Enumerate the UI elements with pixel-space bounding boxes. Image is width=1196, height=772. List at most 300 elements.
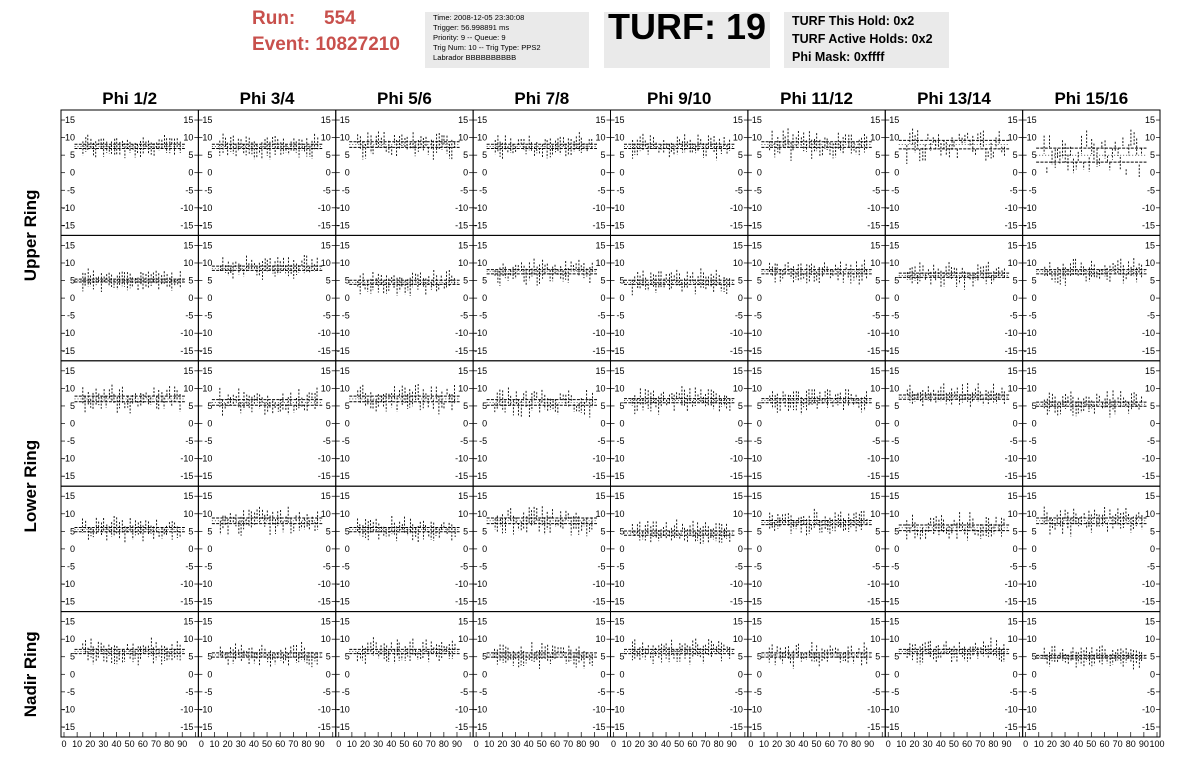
info-labrador: Labrador BBBBBBBBBB <box>433 53 517 62</box>
y-tick-label-right: 0 <box>875 293 881 304</box>
y-tick-label-right: -10 <box>455 579 469 590</box>
y-tick-label: -10 <box>199 202 213 213</box>
y-tick-label: -15 <box>1023 471 1037 482</box>
y-tick-label: 10 <box>614 634 625 645</box>
y-tick-label-right: -10 <box>592 453 606 464</box>
y-tick-label-right: 5 <box>188 150 194 161</box>
y-tick-label: -15 <box>199 345 213 356</box>
x-tick-label: 10 <box>209 739 220 749</box>
y-tick-label: 10 <box>1026 132 1037 143</box>
y-tick-label-right: -15 <box>867 596 881 607</box>
y-tick-label-right: -15 <box>592 596 606 607</box>
y-tick-label: 0 <box>756 293 762 304</box>
y-tick-label-right: 10 <box>732 383 743 394</box>
y-tick-label: 10 <box>751 257 762 268</box>
y-tick-label-right: 5 <box>737 275 743 286</box>
y-tick-label: 5 <box>344 651 350 662</box>
y-tick-label-right: 10 <box>732 257 743 268</box>
y-tick-label-right: 0 <box>737 293 743 304</box>
x-tick-label: 90 <box>726 739 737 749</box>
y-tick-label: -15 <box>611 721 625 732</box>
y-tick-label: 10 <box>751 508 762 519</box>
y-tick-label: 5 <box>344 400 350 411</box>
y-tick-label: -15 <box>611 345 625 356</box>
y-tick-label-right: -10 <box>867 579 881 590</box>
y-tick-label: -15 <box>61 596 75 607</box>
x-tick-label: 60 <box>412 739 423 749</box>
y-tick-label-right: 10 <box>1144 132 1155 143</box>
panel-frame <box>336 110 473 235</box>
y-tick-label: 0 <box>207 543 213 554</box>
y-tick-label: -5 <box>1028 436 1037 447</box>
y-tick-label-right: 0 <box>325 669 331 680</box>
x-tick-label: 20 <box>1046 739 1057 749</box>
y-tick-label: 15 <box>477 240 488 251</box>
y-tick-label-right: 5 <box>737 400 743 411</box>
y-tick-label: -15 <box>886 220 900 231</box>
y-tick-label: 0 <box>619 418 625 429</box>
panel-frame <box>198 110 335 235</box>
y-tick-label: -10 <box>611 202 625 213</box>
y-tick-label-right: 5 <box>188 526 194 537</box>
y-tick-label: -15 <box>61 721 75 732</box>
y-tick-label: -15 <box>336 220 350 231</box>
y-tick-label-right: 0 <box>188 418 194 429</box>
y-tick-label: -5 <box>204 436 213 447</box>
y-tick-label: 15 <box>64 491 75 502</box>
x-tick-label: 0 <box>61 739 67 749</box>
y-tick-label-right: -5 <box>1009 185 1018 196</box>
x-tick-label: 80 <box>850 739 861 749</box>
y-tick-label-right: -15 <box>1004 345 1018 356</box>
y-tick-label: -5 <box>753 436 762 447</box>
y-tick-label: -5 <box>66 686 75 697</box>
y-tick-label-right: 10 <box>595 634 606 645</box>
run-label: Run: <box>252 8 296 29</box>
y-tick-label: -5 <box>479 436 488 447</box>
y-tick-label-right: 10 <box>1007 634 1018 645</box>
y-tick-label-right: 5 <box>1149 651 1155 662</box>
y-tick-label: -10 <box>1023 704 1037 715</box>
y-tick-label: -5 <box>616 310 625 321</box>
panel-frame <box>611 486 748 611</box>
y-tick-label-right: 15 <box>595 491 606 502</box>
y-tick-label-right: 15 <box>732 115 743 126</box>
x-tick-label: 100 <box>1149 739 1165 749</box>
y-tick-label-right: -15 <box>1004 596 1018 607</box>
x-tick-label: 80 <box>164 739 175 749</box>
y-tick-label: -10 <box>1023 202 1037 213</box>
y-tick-label: -10 <box>61 328 75 339</box>
y-tick-label: 10 <box>889 383 900 394</box>
x-tick-label: 0 <box>1023 739 1029 749</box>
y-tick-label-right: 0 <box>325 293 331 304</box>
y-tick-label-right: 0 <box>600 293 606 304</box>
y-tick-label: 0 <box>482 293 488 304</box>
y-tick-label: -10 <box>61 704 75 715</box>
y-tick-label: 0 <box>619 669 625 680</box>
y-tick-label-right: -10 <box>180 579 194 590</box>
y-tick-label-right: 5 <box>1149 150 1155 161</box>
y-tick-label: 5 <box>207 275 213 286</box>
y-tick-label-right: 0 <box>463 167 469 178</box>
y-tick-label-right: 0 <box>1012 543 1018 554</box>
y-tick-label-right: -5 <box>734 185 743 196</box>
y-tick-label-right: -10 <box>455 328 469 339</box>
y-tick-label-right: 15 <box>183 491 194 502</box>
y-tick-label-right: -10 <box>317 453 331 464</box>
y-tick-label-right: 0 <box>600 167 606 178</box>
y-tick-label-right: 5 <box>325 651 331 662</box>
y-tick-label: 10 <box>1026 634 1037 645</box>
y-tick-label: 5 <box>207 150 213 161</box>
y-tick-label-right: 5 <box>463 400 469 411</box>
y-tick-label-right: -5 <box>1146 436 1155 447</box>
y-tick-label-right: 0 <box>875 167 881 178</box>
y-tick-label-right: 5 <box>875 400 881 411</box>
y-tick-label-right: -15 <box>455 220 469 231</box>
turf-title: TURF: 19 <box>607 6 766 47</box>
y-tick-label: 15 <box>339 365 350 376</box>
y-tick-label: 10 <box>614 383 625 394</box>
y-tick-label: 10 <box>1026 383 1037 394</box>
y-tick-label-right: -10 <box>1004 453 1018 464</box>
y-tick-label: -15 <box>474 596 488 607</box>
y-tick-label: -10 <box>886 704 900 715</box>
y-tick-label-right: -10 <box>317 328 331 339</box>
y-tick-label-right: -5 <box>460 561 469 572</box>
y-tick-label-right: -10 <box>455 453 469 464</box>
y-tick-label-right: 5 <box>737 651 743 662</box>
y-tick-label: -5 <box>204 310 213 321</box>
y-tick-label: 5 <box>207 400 213 411</box>
y-tick-label: -15 <box>336 345 350 356</box>
x-tick-label: 60 <box>962 739 973 749</box>
event-value: 10827210 <box>315 34 400 55</box>
y-tick-label: 0 <box>69 669 75 680</box>
x-tick-label: 10 <box>1033 739 1044 749</box>
nadir-ring-label: Nadir Ring <box>21 631 40 718</box>
y-tick-label: 0 <box>344 418 350 429</box>
y-tick-label: -5 <box>616 436 625 447</box>
y-tick-label: 15 <box>751 240 762 251</box>
x-tick-label: 0 <box>198 739 204 749</box>
y-tick-label: -5 <box>1028 561 1037 572</box>
x-tick-label: 90 <box>589 739 600 749</box>
x-tick-label: 40 <box>386 739 397 749</box>
y-tick-label-right: 15 <box>1007 240 1018 251</box>
y-tick-label: 5 <box>344 275 350 286</box>
y-tick-label: 5 <box>894 526 900 537</box>
y-tick-label-right: 10 <box>1007 132 1018 143</box>
x-tick-label: 50 <box>262 739 273 749</box>
y-tick-label-right: 0 <box>737 669 743 680</box>
y-tick-label: -15 <box>474 345 488 356</box>
y-tick-label-right: -15 <box>317 721 331 732</box>
y-tick-label-right: -10 <box>867 202 881 213</box>
y-tick-label: 5 <box>756 150 762 161</box>
y-tick-label-right: -15 <box>867 471 881 482</box>
y-tick-label-right: 10 <box>595 508 606 519</box>
y-tick-label-right: -5 <box>1146 185 1155 196</box>
y-tick-label-right: -15 <box>317 345 331 356</box>
x-tick-label: 10 <box>896 739 907 749</box>
y-tick-label-right: 0 <box>875 669 881 680</box>
y-tick-label-right: 15 <box>1007 616 1018 627</box>
y-tick-label-right: 15 <box>1144 616 1155 627</box>
y-tick-label: 15 <box>64 365 75 376</box>
y-tick-label-right: 5 <box>325 400 331 411</box>
y-tick-label-right: -10 <box>867 328 881 339</box>
y-tick-label: -15 <box>886 721 900 732</box>
x-tick-label: 20 <box>360 739 371 749</box>
y-tick-label-right: -5 <box>597 310 606 321</box>
y-tick-label: 0 <box>69 293 75 304</box>
y-tick-label: 15 <box>614 115 625 126</box>
y-tick-label: 0 <box>1031 543 1037 554</box>
y-tick-label: -15 <box>61 345 75 356</box>
y-tick-label: -5 <box>891 185 900 196</box>
y-tick-label-right: 15 <box>595 240 606 251</box>
x-tick-label: 30 <box>98 739 109 749</box>
y-tick-label-right: 0 <box>463 669 469 680</box>
y-tick-label: 5 <box>619 275 625 286</box>
y-tick-label: 0 <box>619 167 625 178</box>
y-tick-label: -5 <box>1028 310 1037 321</box>
y-tick-label: 5 <box>619 526 625 537</box>
y-tick-label: 0 <box>756 543 762 554</box>
y-tick-label-right: 5 <box>1012 275 1018 286</box>
y-tick-label: -10 <box>336 328 350 339</box>
y-tick-label: 10 <box>64 634 75 645</box>
y-tick-label: -5 <box>753 686 762 697</box>
y-tick-label-right: 0 <box>1149 167 1155 178</box>
x-tick-label: 60 <box>1099 739 1110 749</box>
y-tick-label-right: 15 <box>320 240 331 251</box>
y-tick-label: -15 <box>748 345 762 356</box>
y-tick-label-right: 15 <box>183 365 194 376</box>
y-tick-label: -5 <box>66 561 75 572</box>
y-tick-label-right: -15 <box>180 345 194 356</box>
x-tick-label: 20 <box>497 739 508 749</box>
x-tick-label: 60 <box>549 739 560 749</box>
x-tick-label: 0 <box>748 739 754 749</box>
y-tick-label: 10 <box>614 132 625 143</box>
y-tick-label: 15 <box>64 616 75 627</box>
y-tick-label-right: 0 <box>737 167 743 178</box>
y-tick-label-right: 15 <box>870 365 881 376</box>
y-tick-label-right: -10 <box>317 579 331 590</box>
y-tick-label: 15 <box>64 240 75 251</box>
y-tick-label-right: -5 <box>597 185 606 196</box>
y-tick-label: 15 <box>614 240 625 251</box>
upper-ring-label: Upper Ring <box>21 189 40 282</box>
y-tick-label: 15 <box>477 616 488 627</box>
panel-frame <box>1023 235 1160 360</box>
y-tick-label: -5 <box>479 561 488 572</box>
turf-active-holds: TURF Active Holds: 0x2 <box>792 32 933 46</box>
y-tick-label: -5 <box>891 686 900 697</box>
y-tick-label: -5 <box>753 310 762 321</box>
y-tick-label: 5 <box>756 526 762 537</box>
panel-frame <box>748 110 885 235</box>
y-tick-label: 0 <box>894 293 900 304</box>
x-tick-label: 40 <box>1073 739 1084 749</box>
panel-frame <box>885 486 1022 611</box>
y-tick-label-right: -10 <box>592 202 606 213</box>
panel-frame <box>1023 361 1160 486</box>
y-tick-label-right: 15 <box>1007 115 1018 126</box>
x-tick-label: 40 <box>661 739 672 749</box>
x-tick-label: 10 <box>346 739 357 749</box>
y-tick-label: -10 <box>886 579 900 590</box>
y-tick-label-right: -5 <box>872 436 881 447</box>
y-tick-label-right: -15 <box>729 220 743 231</box>
panel-frame <box>885 361 1022 486</box>
y-tick-label: 10 <box>751 132 762 143</box>
y-tick-label-right: 15 <box>183 115 194 126</box>
y-tick-label-right: -5 <box>734 561 743 572</box>
y-tick-label-right: 0 <box>463 293 469 304</box>
y-tick-label-right: 15 <box>870 616 881 627</box>
y-tick-label-right: -5 <box>872 185 881 196</box>
info-trignum: Trig Num: 10 -- Trig Type: PPS2 <box>433 43 541 52</box>
y-tick-label-right: -5 <box>1146 310 1155 321</box>
y-tick-label: -10 <box>748 704 762 715</box>
y-tick-label: -15 <box>886 596 900 607</box>
y-tick-label-right: -10 <box>592 704 606 715</box>
panel-frame <box>885 612 1022 737</box>
y-tick-label: 10 <box>202 508 213 519</box>
y-tick-label: 15 <box>1026 616 1037 627</box>
panel-frame <box>611 361 748 486</box>
x-tick-label: 50 <box>399 739 410 749</box>
y-tick-label-right: -5 <box>322 561 331 572</box>
x-tick-label: 90 <box>1001 739 1012 749</box>
x-tick-label: 80 <box>1125 739 1136 749</box>
y-tick-label: 5 <box>1031 275 1037 286</box>
y-tick-label-right: 5 <box>1012 651 1018 662</box>
x-tick-label: 20 <box>85 739 96 749</box>
turf-this-hold: TURF This Hold: 0x2 <box>792 14 915 28</box>
x-tick-label: 40 <box>111 739 122 749</box>
y-tick-label-right: -15 <box>729 471 743 482</box>
panel-frame <box>611 110 748 235</box>
y-tick-label: 5 <box>207 651 213 662</box>
y-tick-label: -15 <box>748 220 762 231</box>
y-tick-label: 15 <box>477 491 488 502</box>
y-tick-label: 10 <box>339 508 350 519</box>
x-tick-label: 90 <box>451 739 462 749</box>
y-tick-label: -10 <box>199 453 213 464</box>
y-tick-label: 5 <box>482 275 488 286</box>
y-tick-label-right: -5 <box>872 561 881 572</box>
y-tick-label: 5 <box>344 150 350 161</box>
y-tick-label: 10 <box>64 257 75 268</box>
y-tick-label: -10 <box>611 579 625 590</box>
y-tick-label-right: -10 <box>729 579 743 590</box>
y-tick-label-right: 5 <box>463 275 469 286</box>
y-tick-label: 15 <box>614 365 625 376</box>
y-tick-label-right: -5 <box>460 686 469 697</box>
y-tick-label: -10 <box>199 328 213 339</box>
y-tick-label-right: 15 <box>1144 491 1155 502</box>
x-tick-label: 10 <box>621 739 632 749</box>
y-tick-label-right: 5 <box>737 150 743 161</box>
y-tick-label: 15 <box>339 616 350 627</box>
y-tick-label-right: 15 <box>595 365 606 376</box>
y-tick-label: -5 <box>66 436 75 447</box>
y-tick-label-right: 10 <box>183 383 194 394</box>
y-tick-label: 15 <box>1026 240 1037 251</box>
y-tick-label-right: -10 <box>1004 202 1018 213</box>
y-tick-label-right: 5 <box>600 651 606 662</box>
y-tick-label: 15 <box>751 616 762 627</box>
y-tick-label: 5 <box>756 275 762 286</box>
x-tick-label: 50 <box>124 739 135 749</box>
y-tick-label-right: 15 <box>595 115 606 126</box>
y-tick-label-right: -10 <box>317 202 331 213</box>
y-tick-label: 15 <box>339 240 350 251</box>
x-tick-label: 70 <box>975 739 986 749</box>
y-tick-label: -5 <box>479 686 488 697</box>
x-tick-label: 10 <box>759 739 770 749</box>
y-tick-label-right: 10 <box>595 132 606 143</box>
x-tick-label: 70 <box>700 739 711 749</box>
y-tick-label: -10 <box>748 453 762 464</box>
y-tick-label-right: 0 <box>1149 543 1155 554</box>
y-tick-label-right: 0 <box>875 543 881 554</box>
y-tick-label: 0 <box>482 669 488 680</box>
y-tick-label-right: 10 <box>732 132 743 143</box>
y-tick-label-right: 0 <box>1012 167 1018 178</box>
x-tick-label: 70 <box>837 739 848 749</box>
x-tick-label: 30 <box>922 739 933 749</box>
y-tick-label-right: 5 <box>600 275 606 286</box>
column-title-6: Phi 11/12 <box>780 89 853 108</box>
y-tick-label: 0 <box>619 543 625 554</box>
y-tick-label-right: 10 <box>1144 383 1155 394</box>
y-tick-label-right: -5 <box>322 310 331 321</box>
y-tick-label-right: -10 <box>1004 328 1018 339</box>
y-tick-label-right: 10 <box>870 634 881 645</box>
y-tick-label-right: -15 <box>867 345 881 356</box>
y-tick-label: -5 <box>1028 686 1037 697</box>
y-tick-label-right: -15 <box>592 220 606 231</box>
y-tick-label-right: 5 <box>1012 150 1018 161</box>
y-tick-label: 15 <box>202 616 213 627</box>
y-tick-label: 10 <box>202 132 213 143</box>
y-tick-label-right: -10 <box>180 453 194 464</box>
panel-frame <box>198 612 335 737</box>
panel-frame <box>473 235 610 360</box>
y-tick-label-right: -15 <box>867 220 881 231</box>
y-tick-label-right: 10 <box>183 508 194 519</box>
y-tick-label: 15 <box>339 491 350 502</box>
y-tick-label-right: 0 <box>188 167 194 178</box>
y-tick-label: -10 <box>474 579 488 590</box>
column-title-5: Phi 9/10 <box>647 89 712 108</box>
y-tick-label-right: 0 <box>1012 669 1018 680</box>
y-tick-label-right: 10 <box>870 132 881 143</box>
x-tick-label: 40 <box>523 739 534 749</box>
y-tick-label-right: 0 <box>600 669 606 680</box>
y-tick-label: 0 <box>69 418 75 429</box>
y-tick-label: 5 <box>619 651 625 662</box>
x-tick-label: 50 <box>948 739 959 749</box>
y-tick-label: 0 <box>482 418 488 429</box>
y-tick-label: -15 <box>336 596 350 607</box>
